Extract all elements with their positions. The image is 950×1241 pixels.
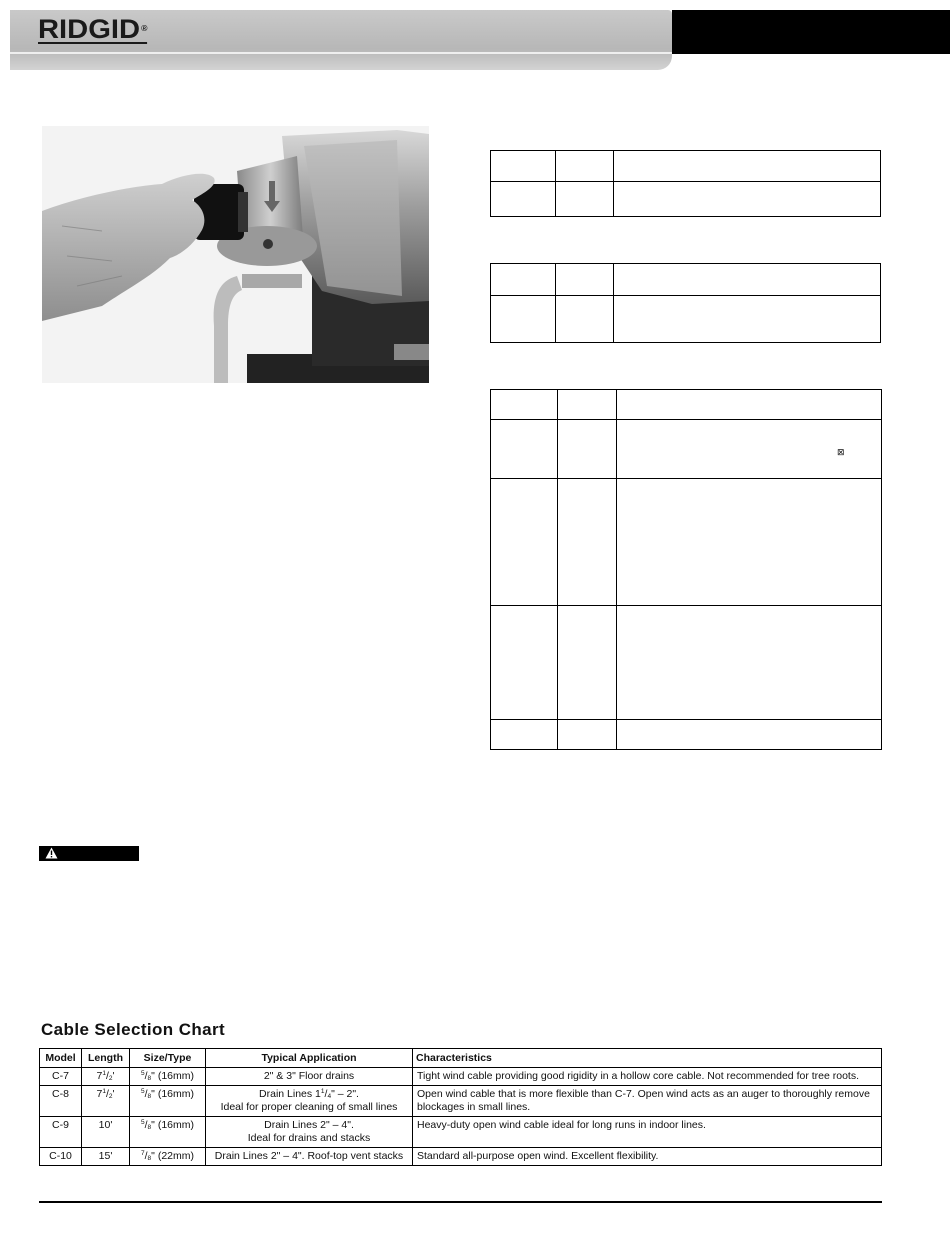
- cell-characteristics: Heavy-duty open wind cable ideal for long runs in indoor lines.: [413, 1117, 882, 1148]
- cell-characteristics: Standard all-purpose open wind. Excellent flexibility.: [413, 1148, 882, 1166]
- col-header-model: Model: [40, 1049, 82, 1068]
- drain-cleaner-illustration: [42, 126, 429, 383]
- brand-logo: [38, 16, 148, 44]
- cell-size: $^5/_8$" (16mm): [130, 1086, 206, 1117]
- table-header-row: [40, 1049, 882, 1068]
- col-header-application: Typical Application: [206, 1049, 413, 1068]
- blank-table-2: [490, 263, 881, 343]
- cell-size: $^5/_8$" (16mm): [130, 1117, 206, 1148]
- warning-triangle-icon: [45, 847, 58, 859]
- cell-application: 2" & 3" Floor drains: [206, 1068, 413, 1086]
- cell-length: $7^1/_2'$: [82, 1068, 130, 1086]
- col-header-length: Length: [82, 1049, 130, 1068]
- cell-characteristics: Open wind cable that is more flexible than C-7. Open wind acts as an auger to thoroughly remove blockages in small lines.: [413, 1086, 882, 1117]
- cell-characteristics: Tight wind cable providing good rigidity in a hollow core cable. Not recommended for tree roots.: [413, 1068, 882, 1086]
- brand-registered-mark: ®: [141, 24, 148, 33]
- cell-size: $^7/_8$" (22mm): [130, 1148, 206, 1166]
- header-black-block: [672, 10, 950, 54]
- cell-length: 10': [82, 1117, 130, 1148]
- table-note-mark: ⊠: [837, 448, 845, 458]
- cell-model: C-7: [40, 1068, 82, 1086]
- table-row: [40, 1068, 882, 1086]
- cell-length: 15': [82, 1148, 130, 1166]
- header-stripe: [10, 52, 672, 54]
- cell-size: $^5/_8$" (16mm): [130, 1068, 206, 1086]
- bottom-rule: [39, 1201, 882, 1203]
- cell-length: $7^1/_2'$: [82, 1086, 130, 1117]
- cable-selection-table: [39, 1048, 882, 1166]
- blank-table-3: [490, 389, 882, 750]
- cell-application: Drain Lines 2" – 4". Ideal for drains and stacks: [206, 1117, 413, 1148]
- chart-title: Cable Selection Chart: [41, 1020, 226, 1039]
- col-header-size: Size/Type: [130, 1049, 206, 1068]
- warning-label-bar: [39, 846, 139, 861]
- product-photo: [42, 126, 429, 383]
- table-row: [40, 1086, 882, 1117]
- cell-application: Drain Lines 2" – 4". Roof-top vent stacks: [206, 1148, 413, 1166]
- table-row: [40, 1117, 882, 1148]
- cell-application: Drain Lines $1^1/_4$" – 2". Ideal for proper cleaning of small lines: [206, 1086, 413, 1117]
- brand-name: RIDGID: [38, 14, 141, 44]
- cell-model: C-8: [40, 1086, 82, 1117]
- blank-table-1: [490, 150, 881, 217]
- table-row: [40, 1148, 882, 1166]
- cell-model: C-10: [40, 1148, 82, 1166]
- cell-model: C-9: [40, 1117, 82, 1148]
- col-header-characteristics: Characteristics: [413, 1049, 882, 1068]
